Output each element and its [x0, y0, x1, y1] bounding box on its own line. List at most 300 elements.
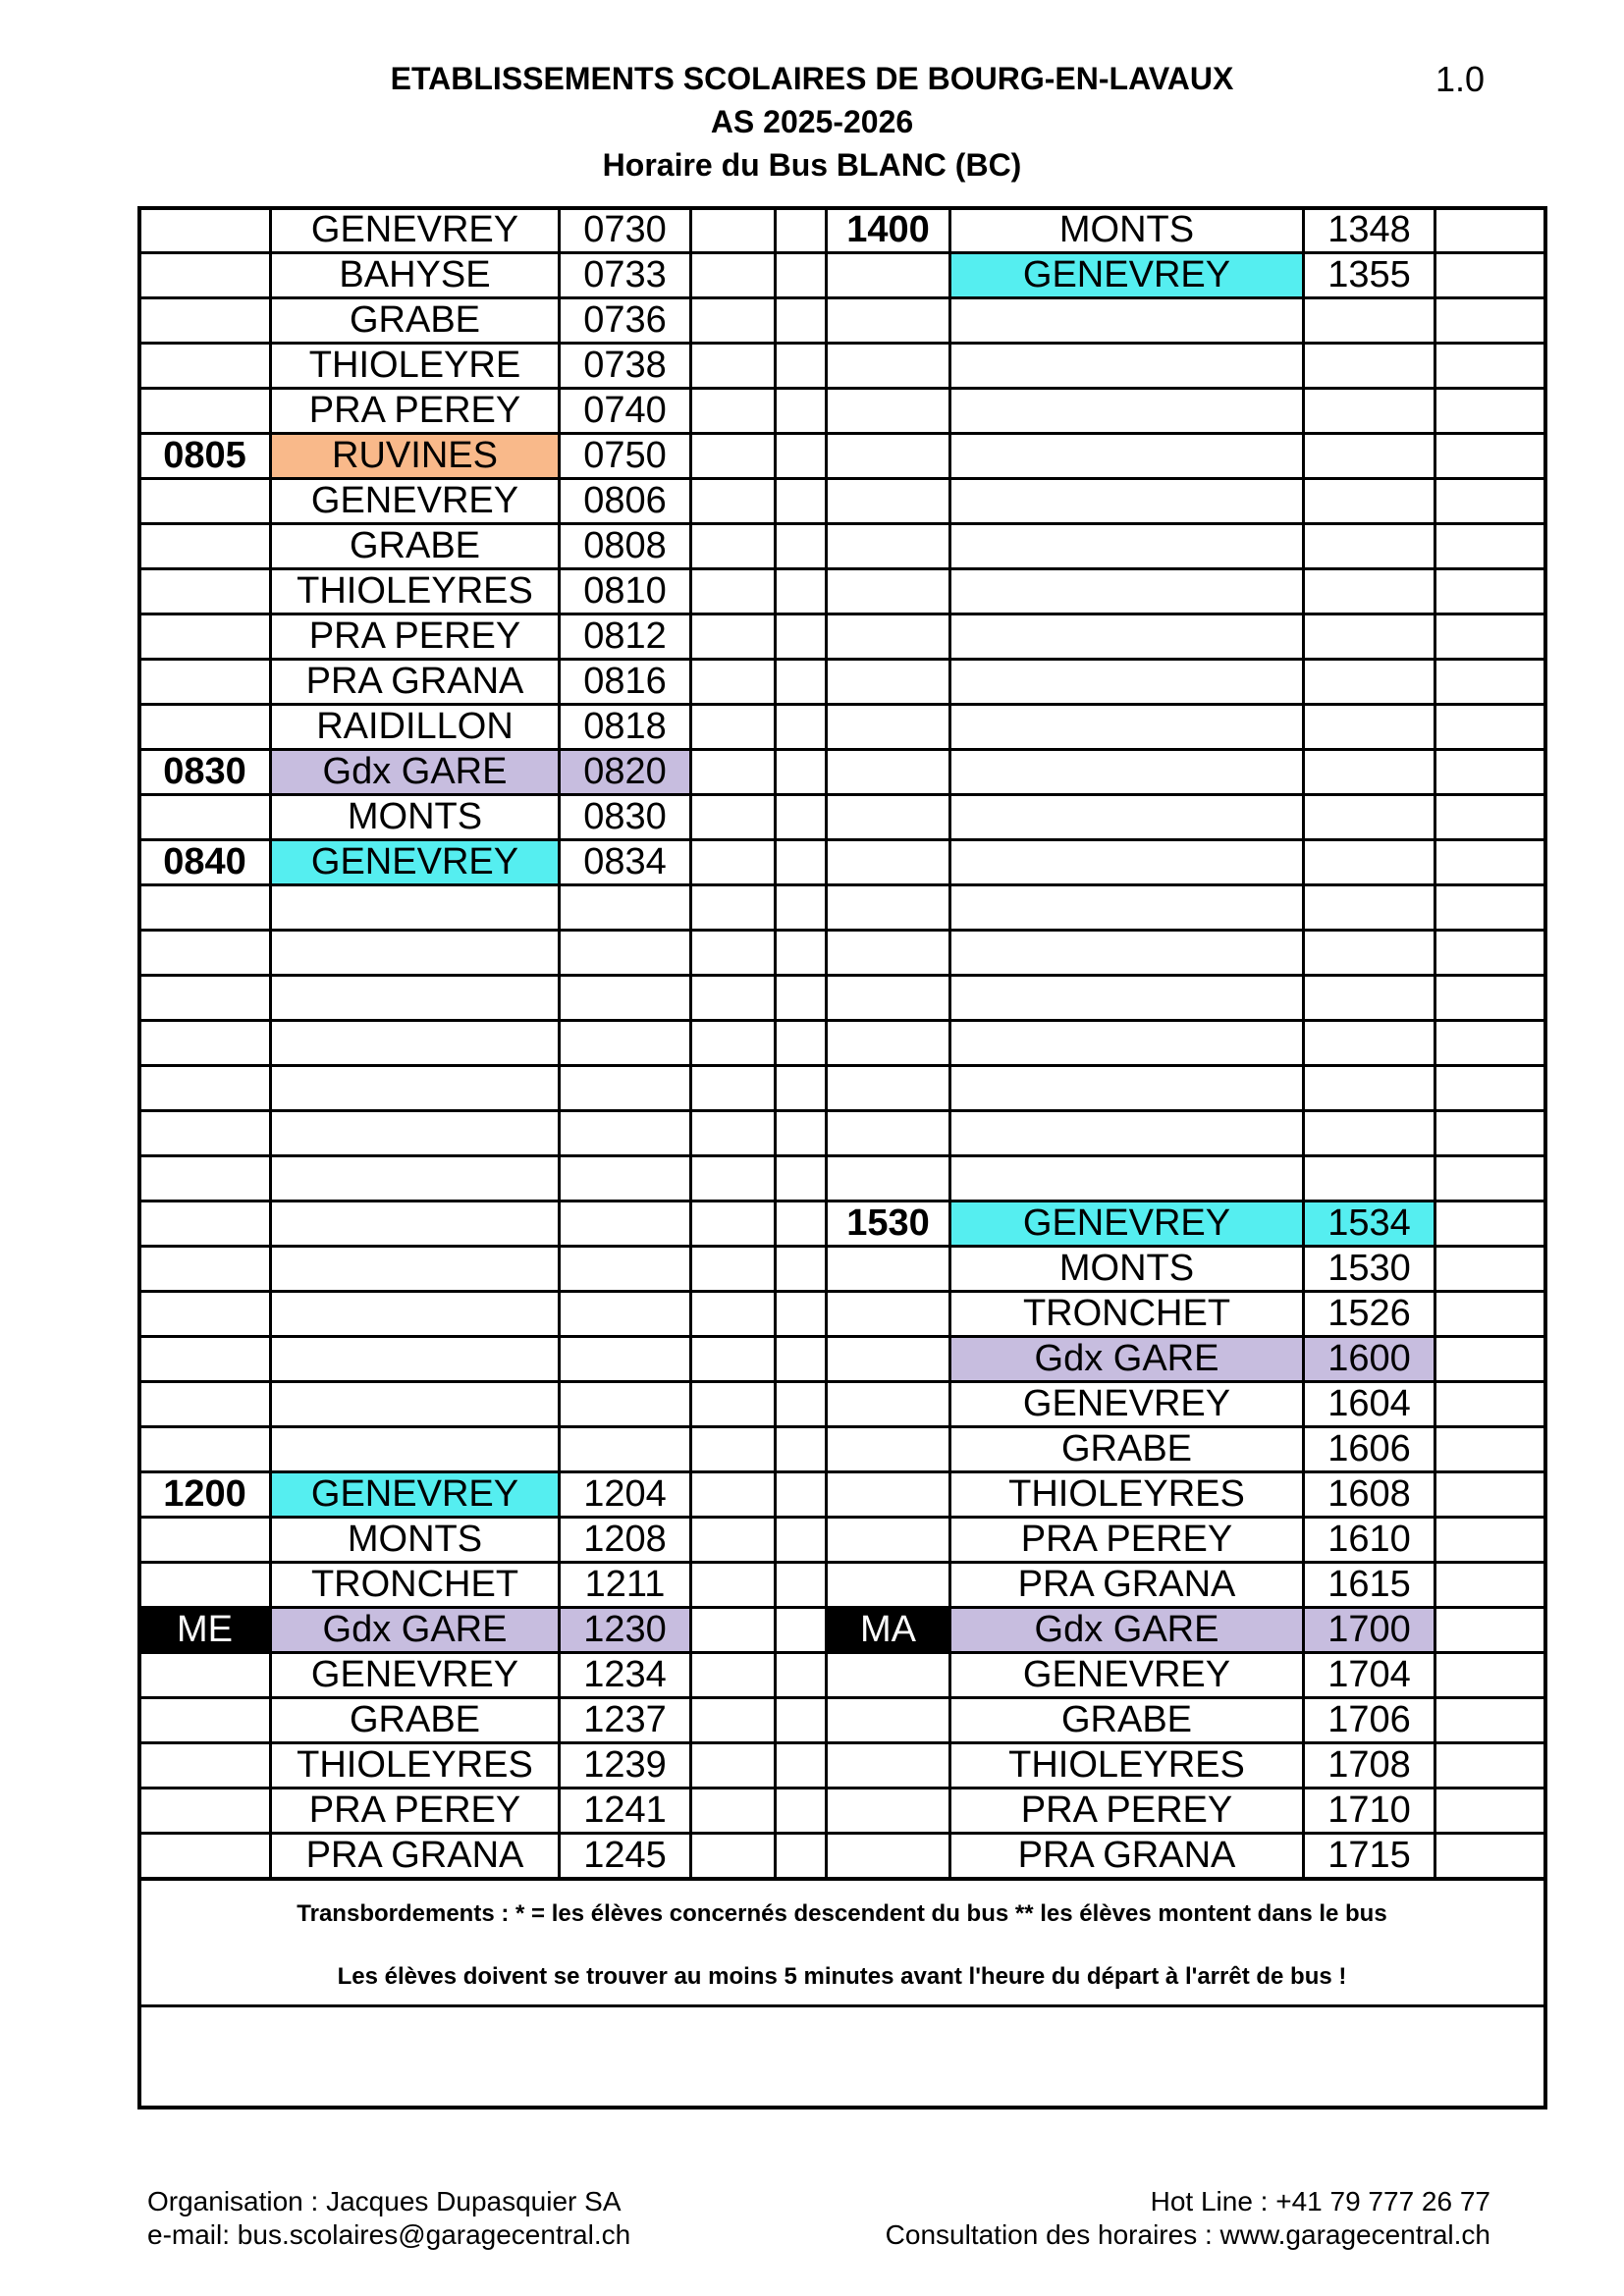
column-gap: [776, 1653, 827, 1698]
left-extra: [691, 660, 776, 705]
right-departure-time: [827, 1698, 950, 1743]
left-stop-time: [560, 1247, 691, 1292]
right-extra: [1435, 1834, 1545, 1880]
right-stop-name: [950, 976, 1304, 1021]
schedule-row: [139, 1608, 1545, 1653]
column-gap: [776, 298, 827, 344]
left-stop-name: THIOLEYRES: [271, 569, 560, 614]
schedule-row: [139, 1066, 1545, 1111]
right-extra: [1435, 253, 1545, 298]
left-stop-time: [560, 1292, 691, 1337]
left-stop-time: [560, 976, 691, 1021]
right-stop-time: [1304, 660, 1435, 705]
left-stop-name: RUVINES: [271, 434, 560, 479]
right-stop-name: [950, 1111, 1304, 1156]
right-stop-name: [950, 389, 1304, 434]
column-gap: [776, 524, 827, 569]
right-stop-time: [1304, 931, 1435, 976]
left-departure-time: [139, 344, 271, 389]
right-extra: [1435, 885, 1545, 931]
column-gap: [776, 705, 827, 750]
left-departure-time: [139, 795, 271, 840]
right-departure-time: [827, 885, 950, 931]
left-stop-name: [271, 885, 560, 931]
left-stop-time: 0740: [560, 389, 691, 434]
left-extra: [691, 614, 776, 660]
left-extra: [691, 1698, 776, 1743]
left-extra: [691, 389, 776, 434]
left-stop-name: PRA GRANA: [271, 660, 560, 705]
left-stop-time: [560, 931, 691, 976]
schedule-row: [139, 1021, 1545, 1066]
left-departure-time: [139, 1518, 271, 1563]
left-stop-name: GENEVREY: [271, 1653, 560, 1698]
left-departure-time: [139, 1066, 271, 1111]
left-extra: [691, 931, 776, 976]
right-departure-time: [827, 524, 950, 569]
left-extra: [691, 1201, 776, 1247]
right-stop-time: 1708: [1304, 1743, 1435, 1789]
schedule-row: [139, 434, 1545, 479]
left-extra: [691, 976, 776, 1021]
right-stop-name: [950, 524, 1304, 569]
left-stop-time: 1239: [560, 1743, 691, 1789]
left-departure-time: [139, 1789, 271, 1834]
left-stop-name: THIOLEYRE: [271, 344, 560, 389]
right-extra: [1435, 1111, 1545, 1156]
right-stop-time: [1304, 389, 1435, 434]
column-gap: [776, 434, 827, 479]
schedule-row: [139, 1292, 1545, 1337]
school-title: ETABLISSEMENTS SCOLAIRES DE BOURG-EN-LAVAUX: [390, 61, 1234, 96]
right-extra: [1435, 1337, 1545, 1382]
left-stop-time: 1245: [560, 1834, 691, 1880]
right-extra: [1435, 1698, 1545, 1743]
right-stop-time: [1304, 434, 1435, 479]
left-stop-name: GENEVREY: [271, 840, 560, 885]
left-extra: [691, 1653, 776, 1698]
right-extra: [1435, 298, 1545, 344]
left-stop-name: TRONCHET: [271, 1563, 560, 1608]
right-stop-time: [1304, 705, 1435, 750]
right-departure-time: [827, 660, 950, 705]
left-departure-time: [139, 931, 271, 976]
right-stop-name: [950, 795, 1304, 840]
column-gap: [776, 660, 827, 705]
right-stop-time: 1534: [1304, 1201, 1435, 1247]
schedule-row: [139, 705, 1545, 750]
left-extra: [691, 1066, 776, 1111]
right-extra: [1435, 1292, 1545, 1337]
left-extra: [691, 1472, 776, 1518]
right-stop-time: 1715: [1304, 1834, 1435, 1880]
right-extra: [1435, 750, 1545, 795]
left-stop-name: [271, 931, 560, 976]
right-stop-time: 1526: [1304, 1292, 1435, 1337]
right-departure-time: [827, 795, 950, 840]
right-extra: [1435, 705, 1545, 750]
right-stop-name: PRA GRANA: [950, 1834, 1304, 1880]
column-gap: [776, 208, 827, 253]
right-stop-name: GENEVREY: [950, 253, 1304, 298]
left-stop-time: 1204: [560, 1472, 691, 1518]
left-stop-name: MONTS: [271, 795, 560, 840]
right-stop-time: 1704: [1304, 1653, 1435, 1698]
right-extra: [1435, 524, 1545, 569]
left-extra: [691, 840, 776, 885]
column-gap: [776, 1382, 827, 1427]
notes-cell: [139, 1879, 1545, 2006]
right-stop-time: [1304, 1156, 1435, 1201]
left-stop-name: GRABE: [271, 298, 560, 344]
left-departure-time: [139, 1743, 271, 1789]
left-extra: [691, 1427, 776, 1472]
right-stop-time: 1600: [1304, 1337, 1435, 1382]
left-departure-time: [139, 705, 271, 750]
right-departure-time: [827, 389, 950, 434]
right-departure-time: [827, 1472, 950, 1518]
schedule-row: [139, 1563, 1545, 1608]
right-extra: [1435, 1743, 1545, 1789]
left-stop-time: 0834: [560, 840, 691, 885]
right-departure-time: [827, 1563, 950, 1608]
right-stop-name: [950, 885, 1304, 931]
schedule-row: [139, 1653, 1545, 1698]
right-extra: [1435, 1563, 1545, 1608]
right-stop-name: [950, 344, 1304, 389]
schedule-row: [139, 1111, 1545, 1156]
right-departure-time: [827, 1021, 950, 1066]
left-extra: [691, 1337, 776, 1382]
left-extra: [691, 1382, 776, 1427]
right-stop-time: [1304, 1066, 1435, 1111]
left-stop-time: 1230: [560, 1608, 691, 1653]
right-extra: [1435, 569, 1545, 614]
left-departure-time: [139, 298, 271, 344]
right-stop-time: [1304, 479, 1435, 524]
left-stop-time: 1211: [560, 1563, 691, 1608]
left-departure-time: 0830: [139, 750, 271, 795]
right-extra: [1435, 1472, 1545, 1518]
right-extra: [1435, 1066, 1545, 1111]
right-extra: [1435, 976, 1545, 1021]
left-extra: [691, 298, 776, 344]
left-departure-time: [139, 1201, 271, 1247]
left-extra: [691, 705, 776, 750]
left-stop-time: 0733: [560, 253, 691, 298]
column-gap: [776, 750, 827, 795]
schedule-row: [139, 569, 1545, 614]
right-stop-name: [950, 569, 1304, 614]
left-departure-time: ME: [139, 1608, 271, 1653]
right-departure-time: 1400: [827, 208, 950, 253]
left-extra: [691, 1834, 776, 1880]
right-extra: [1435, 208, 1545, 253]
right-extra: [1435, 795, 1545, 840]
right-departure-time: [827, 931, 950, 976]
left-departure-time: 0840: [139, 840, 271, 885]
right-stop-name: MONTS: [950, 1247, 1304, 1292]
schedule-row: [139, 479, 1545, 524]
left-extra: [691, 434, 776, 479]
schedule-row: [139, 1834, 1545, 1880]
column-gap: [776, 1789, 827, 1834]
right-stop-time: 1355: [1304, 253, 1435, 298]
left-stop-time: 0750: [560, 434, 691, 479]
right-departure-time: [827, 1337, 950, 1382]
right-departure-time: [827, 1292, 950, 1337]
left-departure-time: [139, 976, 271, 1021]
left-extra: [691, 750, 776, 795]
schedule-row: [139, 795, 1545, 840]
left-stop-name: Gdx GARE: [271, 750, 560, 795]
right-stop-name: [950, 1156, 1304, 1201]
left-stop-time: 0816: [560, 660, 691, 705]
left-stop-name: RAIDILLON: [271, 705, 560, 750]
right-extra: [1435, 479, 1545, 524]
left-departure-time: [139, 1247, 271, 1292]
right-stop-name: GENEVREY: [950, 1382, 1304, 1427]
schedule-row: [139, 1247, 1545, 1292]
right-departure-time: [827, 434, 950, 479]
right-stop-name: GENEVREY: [950, 1201, 1304, 1247]
schedule-row: [139, 614, 1545, 660]
right-stop-time: [1304, 795, 1435, 840]
left-stop-time: 0730: [560, 208, 691, 253]
right-extra: [1435, 1518, 1545, 1563]
left-stop-name: GRABE: [271, 524, 560, 569]
left-stop-time: [560, 885, 691, 931]
right-stop-name: PRA PEREY: [950, 1518, 1304, 1563]
right-extra: [1435, 344, 1545, 389]
right-stop-name: Gdx GARE: [950, 1608, 1304, 1653]
right-extra: [1435, 1201, 1545, 1247]
left-extra: [691, 344, 776, 389]
column-gap: [776, 1608, 827, 1653]
bus-schedule-table: [137, 206, 1546, 2007]
arrival-advice: Les élèves doivent se trouver au moins 5 minutes avant l'heure du départ à l'arrêt de bus !: [337, 1963, 1347, 1990]
left-stop-time: [560, 1382, 691, 1427]
column-gap: [776, 569, 827, 614]
right-extra: [1435, 1156, 1545, 1201]
schedule-row: [139, 1427, 1545, 1472]
left-stop-name: [271, 1111, 560, 1156]
right-stop-name: [950, 1021, 1304, 1066]
right-departure-time: [827, 976, 950, 1021]
right-stop-name: GRABE: [950, 1698, 1304, 1743]
left-extra: [691, 1789, 776, 1834]
left-departure-time: [139, 1834, 271, 1880]
right-departure-time: [827, 1156, 950, 1201]
right-stop-name: [950, 750, 1304, 795]
column-gap: [776, 479, 827, 524]
footer-right: [886, 2185, 1490, 2252]
right-stop-time: 1348: [1304, 208, 1435, 253]
left-extra: [691, 1743, 776, 1789]
right-stop-name: [950, 660, 1304, 705]
schedule-row: [139, 389, 1545, 434]
schedule-row: [139, 1201, 1545, 1247]
schedule-row: [139, 1743, 1545, 1789]
right-stop-time: [1304, 840, 1435, 885]
right-departure-time: [827, 1427, 950, 1472]
left-extra: [691, 479, 776, 524]
column-gap: [776, 1427, 827, 1472]
left-departure-time: 0805: [139, 434, 271, 479]
left-stop-time: [560, 1427, 691, 1472]
left-departure-time: [139, 614, 271, 660]
right-stop-name: PRA GRANA: [950, 1563, 1304, 1608]
column-gap: [776, 885, 827, 931]
column-gap: [776, 931, 827, 976]
right-departure-time: [827, 1743, 950, 1789]
right-departure-time: [827, 298, 950, 344]
left-extra: [691, 1156, 776, 1201]
column-gap: [776, 1337, 827, 1382]
right-stop-time: [1304, 1021, 1435, 1066]
right-stop-time: [1304, 524, 1435, 569]
column-gap: [776, 1292, 827, 1337]
right-stop-name: [950, 479, 1304, 524]
right-stop-time: [1304, 976, 1435, 1021]
left-extra: [691, 208, 776, 253]
right-stop-name: PRA PEREY: [950, 1789, 1304, 1834]
schedule-row: [139, 253, 1545, 298]
left-departure-time: [139, 1382, 271, 1427]
schedule-row: [139, 660, 1545, 705]
column-gap: [776, 253, 827, 298]
left-stop-name: [271, 1156, 560, 1201]
right-stop-name: [950, 614, 1304, 660]
left-stop-time: 0818: [560, 705, 691, 750]
left-extra: [691, 885, 776, 931]
right-extra: [1435, 1608, 1545, 1653]
column-gap: [776, 344, 827, 389]
version-number: 1.0: [1435, 59, 1486, 99]
left-stop-time: 1241: [560, 1789, 691, 1834]
left-stop-name: THIOLEYRES: [271, 1743, 560, 1789]
left-departure-time: [139, 1563, 271, 1608]
left-stop-name: GRABE: [271, 1698, 560, 1743]
right-departure-time: [827, 840, 950, 885]
right-departure-time: [827, 1066, 950, 1111]
hotline-text: Hot Line : +41 79 777 26 77: [1150, 2186, 1490, 2216]
transfer-note: Transbordements : * = les élèves concernés descendent du bus ** les élèves montent dans le bus: [297, 1900, 1387, 1927]
document-header: [0, 57, 1624, 187]
right-extra: [1435, 931, 1545, 976]
schedule-row: [139, 524, 1545, 569]
schedule-row: [139, 840, 1545, 885]
left-stop-time: 0820: [560, 750, 691, 795]
left-departure-time: [139, 569, 271, 614]
schedule-row: [139, 931, 1545, 976]
schedule-row: [139, 1156, 1545, 1201]
left-stop-time: 0738: [560, 344, 691, 389]
schedule-row: [139, 750, 1545, 795]
left-stop-time: [560, 1066, 691, 1111]
left-stop-name: BAHYSE: [271, 253, 560, 298]
organisation-text: Organisation : Jacques Dupasquier SA: [147, 2186, 622, 2216]
left-departure-time: [139, 479, 271, 524]
left-extra: [691, 1292, 776, 1337]
right-stop-name: GENEVREY: [950, 1653, 1304, 1698]
school-year: AS 2025-2026: [710, 104, 914, 139]
right-extra: [1435, 614, 1545, 660]
notes-row: [139, 1879, 1545, 2006]
left-stop-name: [271, 1247, 560, 1292]
right-stop-time: 1606: [1304, 1427, 1435, 1472]
column-gap: [776, 1743, 827, 1789]
left-stop-name: GENEVREY: [271, 479, 560, 524]
column-gap: [776, 1834, 827, 1880]
left-extra: [691, 795, 776, 840]
left-departure-time: [139, 1427, 271, 1472]
right-extra: [1435, 1427, 1545, 1472]
left-departure-time: [139, 660, 271, 705]
right-stop-name: [950, 931, 1304, 976]
right-stop-time: [1304, 885, 1435, 931]
right-stop-time: [1304, 614, 1435, 660]
column-gap: [776, 1111, 827, 1156]
left-departure-time: [139, 1111, 271, 1156]
right-extra: [1435, 1247, 1545, 1292]
right-departure-time: [827, 1789, 950, 1834]
column-gap: [776, 795, 827, 840]
left-stop-time: 1234: [560, 1653, 691, 1698]
left-departure-time: [139, 1698, 271, 1743]
schedule-row: [139, 1698, 1545, 1743]
left-departure-time: [139, 1156, 271, 1201]
left-stop-name: PRA PEREY: [271, 1789, 560, 1834]
left-stop-name: [271, 1066, 560, 1111]
right-stop-name: [950, 434, 1304, 479]
right-departure-time: [827, 1834, 950, 1880]
column-gap: [776, 1021, 827, 1066]
schedule-row: [139, 298, 1545, 344]
right-stop-time: 1604: [1304, 1382, 1435, 1427]
schedule-row: [139, 1382, 1545, 1427]
right-extra: [1435, 1789, 1545, 1834]
column-gap: [776, 614, 827, 660]
right-departure-time: [827, 569, 950, 614]
left-extra: [691, 1608, 776, 1653]
left-stop-name: GENEVREY: [271, 208, 560, 253]
schedule-row: [139, 208, 1545, 253]
left-extra: [691, 1247, 776, 1292]
right-stop-name: MONTS: [950, 208, 1304, 253]
consultation-text: Consultation des horaires : www.garagecentral.ch: [885, 2219, 1490, 2250]
right-stop-time: 1706: [1304, 1698, 1435, 1743]
right-stop-time: 1608: [1304, 1472, 1435, 1518]
left-stop-name: MONTS: [271, 1518, 560, 1563]
column-gap: [776, 1698, 827, 1743]
left-stop-time: 0806: [560, 479, 691, 524]
column-gap: [776, 1247, 827, 1292]
right-departure-time: [827, 1247, 950, 1292]
left-extra: [691, 1021, 776, 1066]
left-departure-time: [139, 524, 271, 569]
right-departure-time: MA: [827, 1608, 950, 1653]
right-stop-name: THIOLEYRES: [950, 1743, 1304, 1789]
left-extra: [691, 253, 776, 298]
right-stop-name: [950, 705, 1304, 750]
right-departure-time: [827, 1653, 950, 1698]
right-extra: [1435, 660, 1545, 705]
column-gap: [776, 840, 827, 885]
left-departure-time: 1200: [139, 1472, 271, 1518]
left-stop-name: [271, 1201, 560, 1247]
right-departure-time: [827, 705, 950, 750]
